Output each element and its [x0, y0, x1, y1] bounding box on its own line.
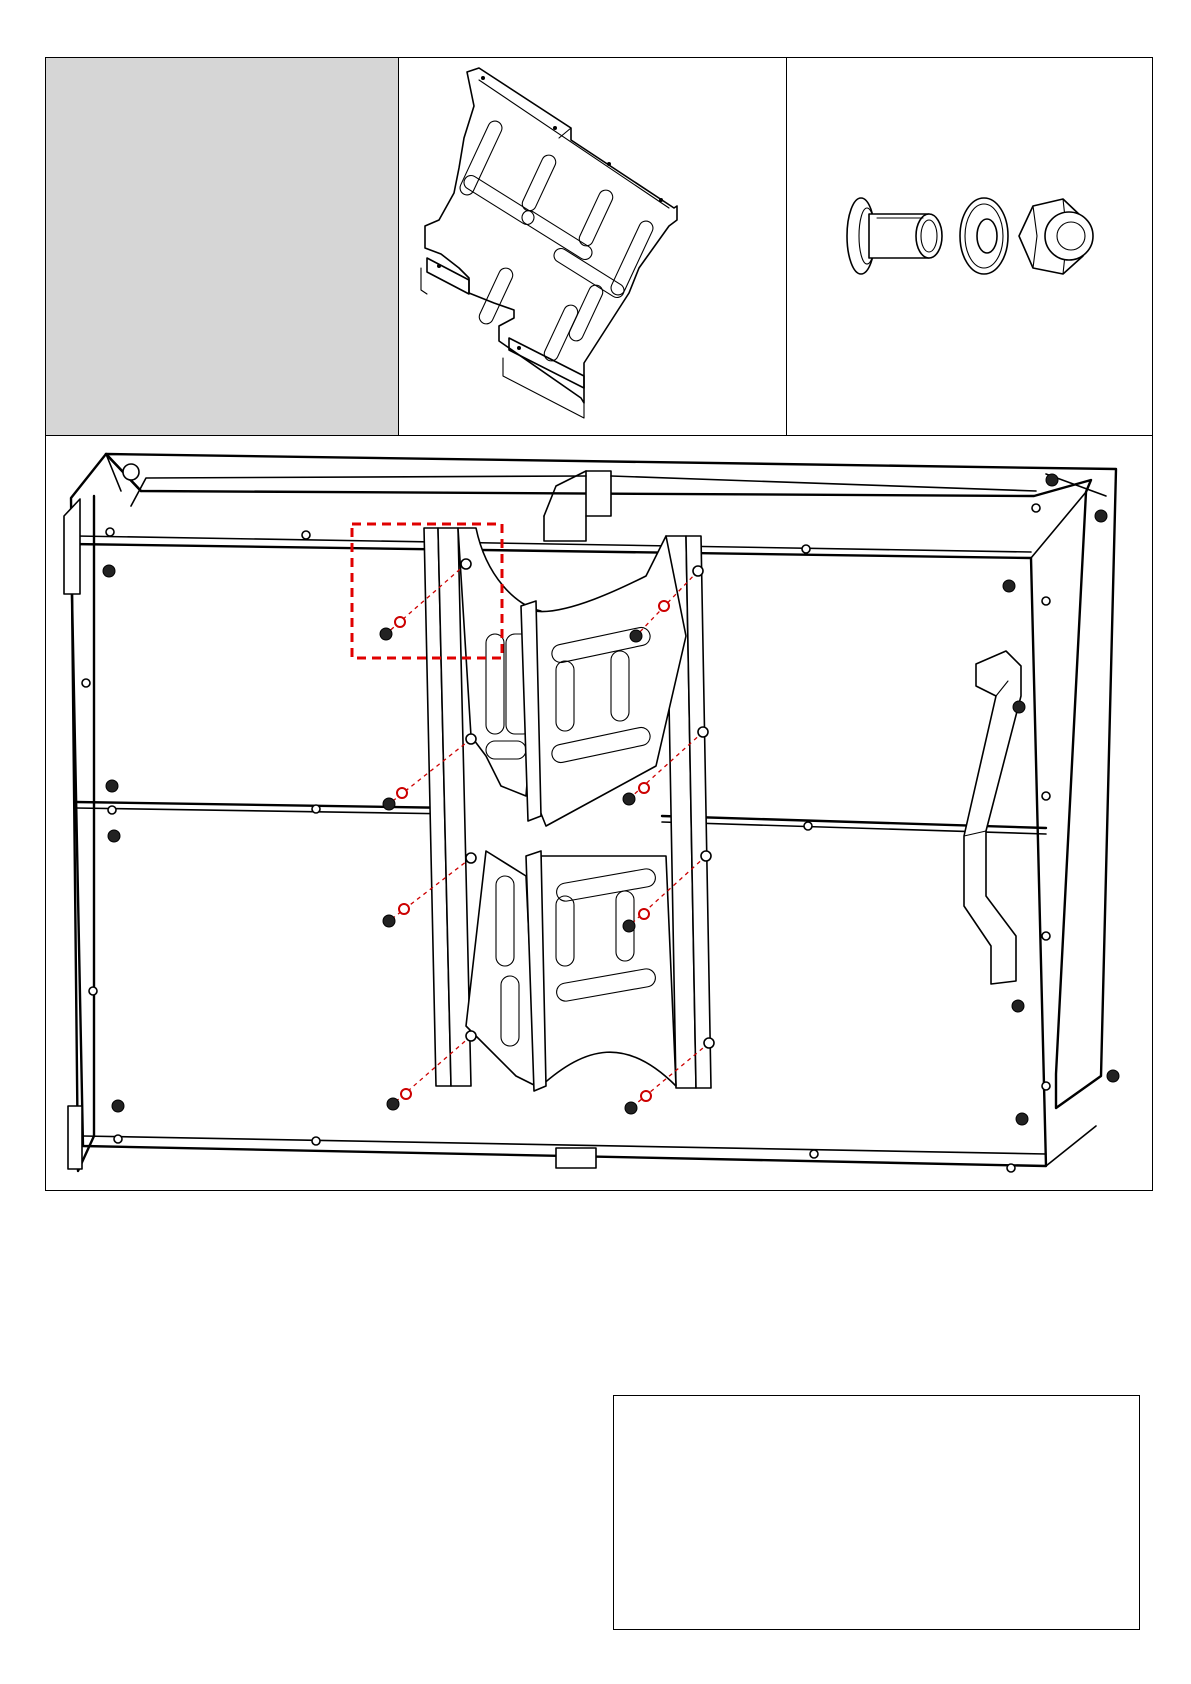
- washer-icon: [960, 198, 1008, 274]
- assembly-diagram-panel: [45, 435, 1153, 1191]
- mounting-bracket-icon: [399, 58, 788, 437]
- hardware-icons: [787, 58, 1154, 437]
- hardware-panel: [786, 57, 1153, 436]
- cabinet-frame-with-bracket-icon: [46, 436, 1154, 1192]
- notes-box: [613, 1395, 1140, 1630]
- flange-nut-icon: [1019, 199, 1093, 274]
- step-number-panel: [45, 57, 399, 436]
- part-panel: [398, 57, 787, 436]
- bolt-icon: [847, 198, 942, 274]
